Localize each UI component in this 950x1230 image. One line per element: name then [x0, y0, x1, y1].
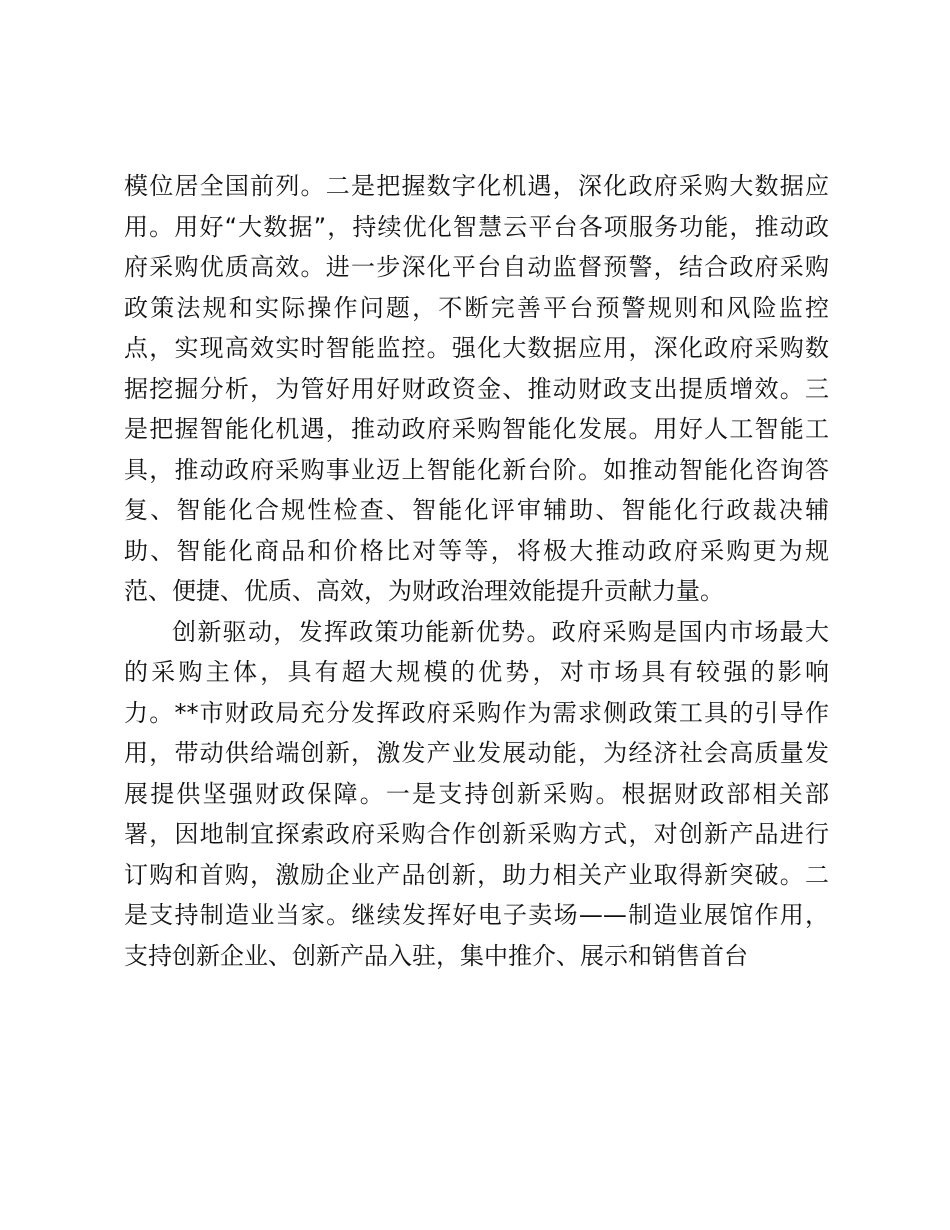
text-line: 助、智能化商品和价格比对等等，将极大推动政府采购更为规: [124, 536, 829, 565]
text-line: 府采购优质高效。进一步深化平台自动监督预警，结合政府采购: [124, 253, 829, 281]
text-line: 用，带动供给端创新，激发产业发展动能，为经济社会高质量发: [124, 739, 829, 767]
text-line: 是支持制造业当家。继续发挥好电子卖场——制造业展馆作用，: [124, 901, 829, 929]
text-line: 具，推动政府采购事业迈上智能化新台阶。如推动智能化咨询答: [124, 455, 829, 484]
text-line: 模位居全国前列。二是把握数字化机遇，深化政府采购大数据应: [124, 172, 829, 200]
text-line: 复、智能化合规性检查、智能化评审辅助、智能化行政裁决辅: [124, 496, 829, 524]
text-line: 力。**市财政局充分发挥政府采购作为需求侧政策工具的引导作: [124, 698, 829, 727]
text-line: 支持创新企业、创新产品入驻，集中推介、展示和销售首台: [124, 941, 748, 970]
text-line: 用。用好“大数据”，持续优化智慧云平台各项服务功能，推动政: [124, 212, 829, 241]
text-line: 展提供坚强财政保障。一是支持创新采购。根据财政部相关部: [124, 779, 829, 808]
body-text: [124, 166, 829, 976]
text-line: 点，实现高效实时智能监控。强化大数据应用，深化政府采购数: [124, 334, 829, 362]
text-line: 据挖掘分析，为管好用好财政资金、推动财政支出提质增效。三: [124, 374, 829, 403]
paragraph: [124, 612, 829, 977]
text-line: 订购和首购，激励企业产品创新，助力相关产业取得新突破。二: [124, 860, 829, 889]
text-line: 是把握智能化机遇，推动政府采购智能化发展。用好人工智能工: [124, 415, 829, 443]
text-line: 的采购主体，具有超大规模的优势，对市场具有较强的影响: [124, 658, 829, 686]
paragraph: [124, 166, 829, 612]
text-line: 创新驱动，发挥政策功能新优势。政府采购是国内市场最大: [172, 617, 829, 646]
text-line: 政策法规和实际操作问题，不断完善平台预警规则和风险监控: [124, 293, 829, 322]
text-line: 范、便捷、优质、高效，为财政治理效能提升贡献力量。: [124, 577, 724, 605]
text-line: 署，因地制宜探索政府采购合作创新采购方式，对创新产品进行: [124, 820, 829, 848]
